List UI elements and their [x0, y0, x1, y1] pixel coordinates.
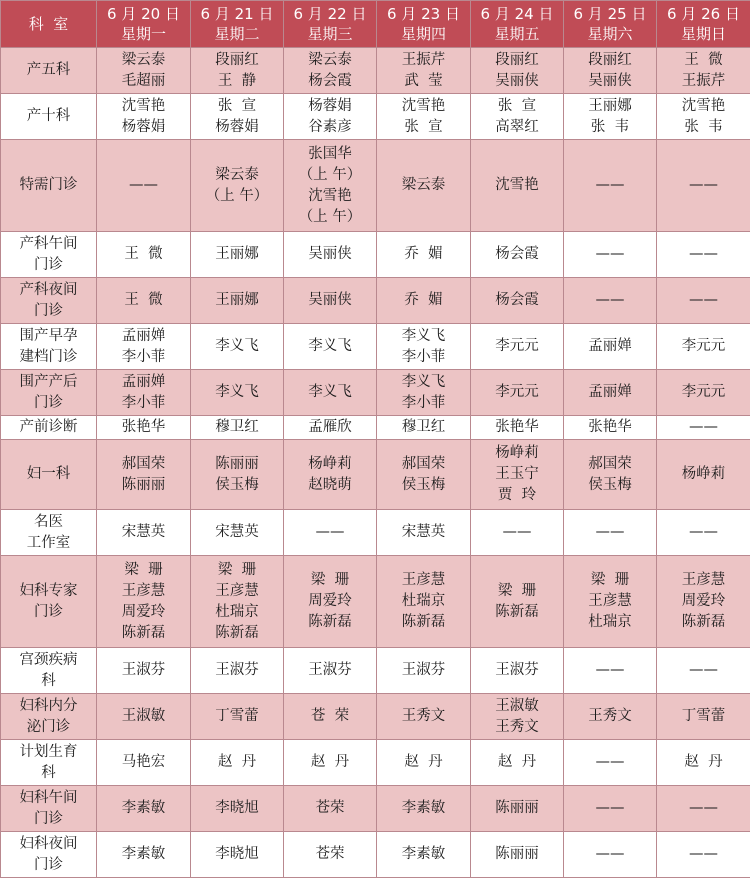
- schedule-cell: [97, 786, 191, 832]
- schedule-cell: [191, 278, 284, 324]
- schedule-cell: [97, 416, 191, 440]
- schedule-cell: [657, 140, 750, 232]
- schedule-cell: [377, 324, 471, 370]
- schedule-cell: [377, 510, 471, 556]
- schedule-cell: [657, 786, 750, 832]
- doctor-names: 李义飞: [308, 384, 352, 400]
- doctor-names: ——: [689, 177, 718, 193]
- schedule-cell: [471, 440, 564, 510]
- doctor-names: 张艳华: [588, 419, 632, 435]
- dept-name: 产科夜间 门诊: [19, 281, 78, 319]
- schedule-cell: [97, 556, 191, 648]
- dept-cell: [1, 140, 97, 232]
- doctor-names: 王秀文: [588, 708, 632, 724]
- dept-cell: [1, 832, 97, 878]
- schedule-cell: [97, 694, 191, 740]
- doctor-names: 王淑芬: [215, 662, 259, 678]
- schedule-cell: [377, 48, 471, 94]
- doctor-names: 段丽红 吴丽侠: [495, 51, 539, 89]
- day-header: [191, 1, 284, 48]
- schedule-cell: [471, 556, 564, 648]
- day-date: 6 月 26 日: [667, 5, 740, 23]
- schedule-cell: [471, 140, 564, 232]
- doctor-names: 陈丽丽 侯玉梅: [215, 455, 259, 493]
- doctor-names: 梁 珊 王彦慧 杜瑞京: [588, 572, 632, 630]
- doctor-names: 沈雪艳 张 韦: [681, 97, 726, 135]
- schedule-cell: [377, 278, 471, 324]
- dept-name: 妇科夜间 门诊: [19, 835, 78, 873]
- schedule-cell: [191, 832, 284, 878]
- doctor-names: 孟丽婵: [588, 384, 632, 400]
- schedule-cell: [191, 556, 284, 648]
- schedule-cell: [191, 416, 284, 440]
- doctor-names: 王淑敏: [121, 708, 166, 724]
- schedule-cell: [191, 694, 284, 740]
- doctor-names: 宋慧英: [215, 524, 259, 540]
- table-row: [1, 416, 750, 440]
- schedule-cell: [191, 94, 284, 140]
- dept-cell: [1, 786, 97, 832]
- doctor-names: 王振芹 武 莹: [401, 51, 446, 89]
- schedule-cell: [657, 94, 750, 140]
- doctor-names: 王淑芬: [308, 662, 352, 678]
- schedule-cell: [191, 232, 284, 278]
- day-header: [284, 1, 377, 48]
- doctor-names: 杨会霞: [495, 246, 539, 262]
- schedule-cell: [564, 440, 657, 510]
- schedule-cell: [377, 832, 471, 878]
- day-header: [471, 1, 564, 48]
- doctor-names: 孟丽婵 李小菲: [121, 327, 166, 365]
- doctor-names: 沈雪艳 杨蓉娟: [121, 97, 166, 135]
- doctor-names: 穆卫红: [215, 419, 259, 435]
- schedule-cell: [284, 140, 377, 232]
- dept-cell: [1, 694, 97, 740]
- schedule-cell: [377, 440, 471, 510]
- day-header: [657, 1, 750, 48]
- doctor-names: 王秀文: [401, 708, 446, 724]
- schedule-cell: [377, 556, 471, 648]
- dept-cell: [1, 556, 97, 648]
- doctor-names: 段丽红 吴丽侠: [588, 51, 632, 89]
- schedule-cell: [564, 140, 657, 232]
- schedule-cell: [284, 694, 377, 740]
- table-row: [1, 556, 750, 648]
- schedule-cell: [657, 232, 750, 278]
- schedule-cell: [564, 832, 657, 878]
- schedule-cell: [657, 510, 750, 556]
- day-date: 6 月 24 日: [480, 5, 554, 23]
- schedule-cell: [657, 740, 750, 786]
- dept-name: 计划生育 科: [19, 743, 78, 781]
- schedule-cell: [377, 370, 471, 416]
- schedule-cell: [97, 278, 191, 324]
- doctor-names: ——: [689, 800, 718, 816]
- schedule-cell: [657, 48, 750, 94]
- schedule-cell: [284, 278, 377, 324]
- dept-name: 妇一科: [26, 466, 71, 482]
- dept-cell: [1, 510, 97, 556]
- doctor-names: 李元元: [681, 338, 726, 354]
- day-weekday: 星期三: [307, 25, 353, 43]
- schedule-cell: [191, 786, 284, 832]
- doctor-names: ——: [689, 292, 718, 308]
- doctor-names: 李素敏: [121, 846, 166, 862]
- schedule-cell: [377, 648, 471, 694]
- doctor-names: 苍荣: [315, 800, 345, 816]
- dept-name: 产科午间 门诊: [19, 235, 78, 273]
- schedule-cell: [191, 370, 284, 416]
- schedule-cell: [471, 740, 564, 786]
- doctor-names: 赵 丹: [684, 754, 723, 770]
- doctor-names: ——: [595, 662, 625, 678]
- doctor-names: ——: [689, 246, 718, 262]
- day-header: [377, 1, 471, 48]
- doctor-names: 张艳华: [495, 419, 539, 435]
- doctor-names: 乔 媚: [404, 246, 443, 262]
- doctor-names: 宋慧英: [121, 524, 166, 540]
- schedule-cell: [657, 694, 750, 740]
- table-row: [1, 324, 750, 370]
- dept-name: 围产早孕 建档门诊: [19, 327, 78, 365]
- doctor-names: 李元元: [495, 338, 539, 354]
- schedule-cell: [284, 48, 377, 94]
- schedule-cell: [471, 370, 564, 416]
- schedule-cell: [471, 324, 564, 370]
- doctor-names: 赵 丹: [217, 754, 257, 770]
- doctor-names: 梁云泰 （上 午）: [205, 166, 269, 204]
- day-date: 6 月 21 日: [200, 5, 274, 23]
- schedule-cell: [284, 740, 377, 786]
- schedule-cell: [471, 648, 564, 694]
- doctor-names: 梁 珊 王彦慧 周爱玲 陈新磊: [121, 561, 166, 641]
- schedule-cell: [191, 510, 284, 556]
- doctor-names: 王丽娜: [215, 246, 259, 262]
- schedule-cell: [97, 648, 191, 694]
- schedule-cell: [564, 416, 657, 440]
- doctor-names: ——: [595, 177, 625, 193]
- dept-name: 产五科: [26, 62, 71, 78]
- doctor-names: 杨峥莉: [681, 466, 726, 482]
- dept-cell: [1, 440, 97, 510]
- dept-name: 产前诊断: [19, 419, 78, 435]
- table-row: [1, 48, 750, 94]
- dept-cell: [1, 278, 97, 324]
- dept-cell: [1, 648, 97, 694]
- doctor-names: 王淑芬: [495, 662, 539, 678]
- doctor-names: 马艳宏: [121, 754, 166, 770]
- schedule-cell: [377, 694, 471, 740]
- doctor-names: 张艳华: [121, 419, 166, 435]
- schedule-cell: [564, 786, 657, 832]
- doctor-names: ——: [595, 846, 625, 862]
- doctor-names: ——: [315, 524, 345, 540]
- schedule-cell: [564, 278, 657, 324]
- schedule-cell: [471, 832, 564, 878]
- day-header: [97, 1, 191, 48]
- dept-header-label: 科 室: [28, 15, 69, 33]
- doctor-names: 郝国荣 陈丽丽: [121, 455, 166, 493]
- doctor-names: 赵 丹: [310, 754, 350, 770]
- dept-cell: [1, 94, 97, 140]
- schedule-cell: [377, 786, 471, 832]
- doctor-names: 李义飞 李小菲: [401, 373, 446, 411]
- table-row: [1, 94, 750, 140]
- day-weekday: 星期六: [587, 25, 633, 43]
- doctor-names: 张 宣 高翠红: [495, 97, 539, 135]
- doctor-names: ——: [689, 419, 718, 435]
- dept-cell: [1, 740, 97, 786]
- doctor-names: 李晓旭: [215, 800, 259, 816]
- schedule-cell: [564, 510, 657, 556]
- schedule-cell: [657, 278, 750, 324]
- doctor-names: 苍 荣: [310, 708, 350, 724]
- doctor-names: 王丽娜: [215, 292, 259, 308]
- schedule-cell: [564, 94, 657, 140]
- schedule-cell: [657, 832, 750, 878]
- doctor-names: 丁雪蕾: [215, 708, 259, 724]
- schedule-cell: [564, 48, 657, 94]
- schedule-cell: [191, 648, 284, 694]
- dept-name: 名医 工作室: [26, 513, 71, 551]
- schedule-cell: [657, 440, 750, 510]
- doctor-names: 赵 丹: [404, 754, 443, 770]
- schedule-cell: [657, 324, 750, 370]
- doctor-names: 陈丽丽: [495, 800, 539, 816]
- table-row: [1, 440, 750, 510]
- dept-name: 围产产后 门诊: [19, 373, 78, 411]
- schedule-cell: [471, 94, 564, 140]
- table-row: [1, 232, 750, 278]
- schedule-cell: [564, 370, 657, 416]
- dept-name: 妇科午间 门诊: [19, 789, 78, 827]
- table-row: [1, 510, 750, 556]
- day-date: 6 月 25 日: [573, 5, 647, 23]
- table-row: [1, 832, 750, 878]
- doctor-names: 孟丽婵 李小菲: [121, 373, 166, 411]
- doctor-names: 李义飞: [215, 338, 259, 354]
- schedule-cell: [191, 440, 284, 510]
- schedule-cell: [471, 232, 564, 278]
- table-body: [1, 48, 750, 878]
- doctor-names: 陈丽丽: [495, 846, 539, 862]
- doctor-names: 梁 珊 王彦慧 杜瑞京 陈新磊: [215, 561, 259, 641]
- doctor-names: 王淑芬: [121, 662, 166, 678]
- schedule-cell: [97, 140, 191, 232]
- dept-name: 宫颈疾病 科: [19, 651, 78, 689]
- doctor-names: 段丽红 王 静: [215, 51, 259, 89]
- table-row: [1, 370, 750, 416]
- schedule-cell: [564, 324, 657, 370]
- doctor-names: 孟丽婵: [588, 338, 632, 354]
- dept-cell: [1, 324, 97, 370]
- schedule-cell: [97, 324, 191, 370]
- day-date: 6 月 20 日: [107, 5, 180, 23]
- day-weekday: 星期一: [120, 25, 166, 43]
- doctor-names: ——: [595, 292, 625, 308]
- table-row: [1, 694, 750, 740]
- schedule-cell: [97, 232, 191, 278]
- doctor-names: 梁云泰 杨会霞: [308, 51, 352, 89]
- day-weekday: 星期五: [494, 25, 540, 43]
- schedule-cell: [377, 232, 471, 278]
- schedule-cell: [284, 832, 377, 878]
- doctor-names: 杨峥莉 赵晓萌: [308, 455, 352, 493]
- doctor-names: 郝国荣 侯玉梅: [588, 455, 632, 493]
- schedule-cell: [657, 370, 750, 416]
- schedule-cell: [564, 740, 657, 786]
- schedule-cell: [284, 786, 377, 832]
- doctor-names: 李元元: [495, 384, 539, 400]
- schedule-cell: [471, 786, 564, 832]
- doctor-names: 李义飞: [215, 384, 259, 400]
- table-row: [1, 786, 750, 832]
- schedule-cell: [191, 48, 284, 94]
- schedule-cell: [97, 740, 191, 786]
- day-date: 6 月 23 日: [387, 5, 460, 23]
- schedule-cell: [657, 556, 750, 648]
- schedule-cell: [97, 440, 191, 510]
- schedule-cell: [97, 94, 191, 140]
- doctor-names: 李义飞 李小菲: [401, 327, 446, 365]
- doctor-names: ——: [689, 662, 718, 678]
- schedule-cell: [284, 370, 377, 416]
- day-weekday: 星期四: [400, 25, 446, 43]
- schedule-cell: [97, 510, 191, 556]
- schedule-cell: [97, 370, 191, 416]
- table-row: [1, 140, 750, 232]
- doctor-names: 乔 媚: [404, 292, 443, 308]
- table-row: [1, 740, 750, 786]
- dept-cell: [1, 48, 97, 94]
- doctor-names: 沈雪艳 张 宣: [401, 97, 446, 135]
- doctor-names: 赵 丹: [497, 754, 537, 770]
- doctor-names: 梁云泰 毛超丽: [121, 51, 166, 89]
- schedule-cell: [284, 232, 377, 278]
- schedule-cell: [471, 48, 564, 94]
- dept-name: 妇科专家 门诊: [19, 582, 78, 620]
- schedule-cell: [191, 140, 284, 232]
- schedule-cell: [97, 832, 191, 878]
- schedule-cell: [657, 648, 750, 694]
- doctor-names: 王彦慧 杜瑞京 陈新磊: [401, 572, 446, 630]
- doctor-names: 张 宣 杨蓉娟: [215, 97, 259, 135]
- doctor-names: 王 微 王振芹: [681, 51, 726, 89]
- doctor-names: ——: [129, 177, 158, 193]
- schedule-cell: [377, 94, 471, 140]
- doctor-names: 郝国荣 侯玉梅: [401, 455, 446, 493]
- doctor-names: 李晓旭: [215, 846, 259, 862]
- doctor-names: 梁云泰: [401, 177, 446, 193]
- schedule-cell: [191, 324, 284, 370]
- doctor-names: 李素敏: [401, 846, 446, 862]
- doctor-names: ——: [502, 524, 532, 540]
- doctor-names: 李素敏: [401, 800, 446, 816]
- doctor-names: 丁雪蕾: [681, 708, 726, 724]
- schedule-cell: [191, 740, 284, 786]
- doctor-names: 王彦慧 周爱玲 陈新磊: [681, 572, 726, 630]
- schedule-cell: [284, 324, 377, 370]
- doctor-names: 王 微: [124, 246, 163, 262]
- schedule-cell: [377, 140, 471, 232]
- table-row: [1, 278, 750, 324]
- doctor-names: ——: [595, 754, 625, 770]
- schedule-cell: [377, 416, 471, 440]
- doctor-names: 杨会霞: [495, 292, 539, 308]
- doctor-names: 吴丽侠: [308, 292, 352, 308]
- schedule-cell: [471, 278, 564, 324]
- schedule-cell: [471, 694, 564, 740]
- doctor-names: 梁 珊 周爱玲 陈新磊: [308, 572, 352, 630]
- doctor-names: ——: [689, 524, 718, 540]
- doctor-names: ——: [595, 524, 625, 540]
- dept-column-header: [1, 1, 97, 48]
- dept-cell: [1, 416, 97, 440]
- table-row: [1, 648, 750, 694]
- doctor-names: 吴丽侠: [308, 246, 352, 262]
- day-weekday: 星期日: [680, 25, 726, 43]
- schedule-cell: [284, 556, 377, 648]
- doctor-names: 李义飞: [308, 338, 352, 354]
- doctor-names: 杨蓉娟 谷素彦: [308, 97, 352, 135]
- doctor-names: 李元元: [681, 384, 726, 400]
- schedule-cell: [564, 232, 657, 278]
- doctor-names: 梁 珊 陈新磊: [495, 582, 539, 620]
- day-weekday: 星期二: [214, 25, 260, 43]
- doctor-names: 沈雪艳: [495, 177, 539, 193]
- schedule-cell: [284, 648, 377, 694]
- schedule-cell: [471, 416, 564, 440]
- dept-cell: [1, 232, 97, 278]
- doctor-names: ——: [689, 846, 718, 862]
- doctor-names: 苍荣: [315, 846, 345, 862]
- doctor-names: 李素敏: [121, 800, 166, 816]
- doctor-names: 穆卫红: [401, 419, 446, 435]
- schedule-cell: [471, 510, 564, 556]
- doctor-names: 孟雁欣: [308, 419, 352, 435]
- schedule-cell: [564, 648, 657, 694]
- schedule-cell: [564, 556, 657, 648]
- dept-name: 特需门诊: [19, 177, 78, 193]
- dept-cell: [1, 370, 97, 416]
- doctor-names: 王丽娜 张 韦: [588, 97, 632, 135]
- dept-name: 产十科: [26, 108, 71, 124]
- schedule-cell: [284, 440, 377, 510]
- schedule-cell: [284, 510, 377, 556]
- doctor-names: 王淑敏 王秀文: [495, 697, 539, 735]
- doctor-names: 宋慧英: [401, 524, 446, 540]
- schedule-cell: [564, 694, 657, 740]
- day-date: 6 月 22 日: [293, 5, 367, 23]
- table-header: [1, 1, 750, 48]
- schedule-cell: [284, 94, 377, 140]
- doctor-names: 杨峥莉 王玉宁 贾 玲: [495, 445, 539, 503]
- dept-name: 妇科内分 泌门诊: [19, 697, 78, 735]
- schedule-cell: [377, 740, 471, 786]
- schedule-cell: [657, 416, 750, 440]
- doctor-names: 王淑芬: [401, 662, 446, 678]
- doctor-names: 王 微: [124, 292, 163, 308]
- doctor-names: 张国华 （上 午） 沈雪艳 （上 午）: [298, 145, 362, 225]
- doctor-names: ——: [595, 246, 625, 262]
- schedule-cell: [97, 48, 191, 94]
- schedule-cell: [284, 416, 377, 440]
- doctor-names: ——: [595, 800, 625, 816]
- day-header: [564, 1, 657, 48]
